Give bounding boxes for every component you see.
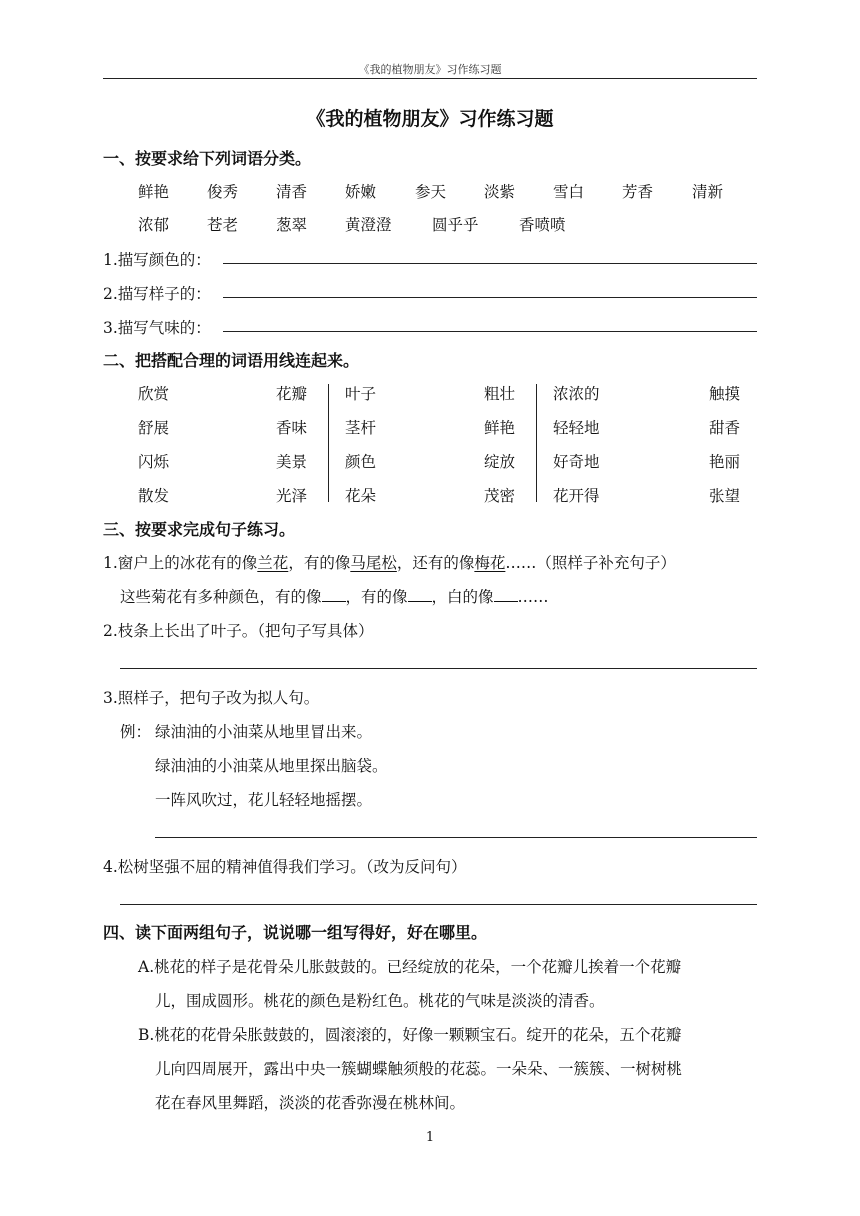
passage-a-line-2: 儿，围成圆形。桃花的颜色是粉红色。桃花的气味是淡淡的清香。 [155,992,605,1010]
running-header: 《我的植物朋友》习作练习题 [358,63,502,76]
word: 鲜艳 [138,183,170,201]
answer-line-q2[interactable] [120,668,757,669]
column-divider [328,384,329,502]
example-label: 例： [120,723,152,741]
word: 苍老 [207,216,239,234]
word: 参天 [415,183,447,201]
match-left: 欣赏 [138,385,170,403]
match-right: 茂密 [484,487,516,505]
page-number: 1 [425,1130,435,1145]
match-left: 花朵 [345,487,377,505]
word: 葱翠 [276,216,308,234]
task-sentence: 一阵风吹过，花儿轻轻地摇摆。 [155,791,373,809]
section-2-heading: 二、把搭配合理的词语用线连起来。 [103,351,360,370]
answer-line-q3[interactable] [155,837,757,838]
header-rule [103,78,757,79]
question-smell: 3.描写气味的： [103,319,211,337]
match-right: 绽放 [484,453,516,471]
word: 芳香 [622,183,654,201]
match-left: 好奇地 [553,453,600,471]
word: 香喷喷 [519,216,566,234]
match-left: 叶子 [345,385,377,403]
match-left: 茎杆 [345,419,377,437]
question-color: 1.描写颜色的： [103,251,211,269]
match-left: 闪烁 [138,453,170,471]
match-right: 艳丽 [709,453,741,471]
word: 俊秀 [207,183,239,201]
page-title: 《我的植物朋友》习作练习题 [306,108,554,130]
match-left: 花开得 [553,487,600,505]
match-left: 颜色 [345,453,377,471]
passage-b-line-2: 儿向四周展开，露出中央一簇蝴蝶触须般的花蕊。一朵朵、一簇簇、一树树桃 [155,1060,683,1078]
match-right: 张望 [709,487,741,505]
sentence-question-2: 2.枝条上长出了叶子。（把句子写具体） [103,622,374,640]
passage-b-line-1: B.桃花的花骨朵胀鼓鼓的，圆滚滚的，好像一颗颗宝石。绽开的花朵，五个花瓣 [138,1026,682,1044]
sentence-question-3: 3.照样子，把句子改为拟人句。 [103,689,320,707]
sentence-question-4: 4.松树坚强不屈的精神值得我们学习。（改为反问句） [103,858,467,876]
word: 雪白 [553,183,585,201]
word: 淡紫 [484,183,516,201]
word: 黄澄澄 [345,216,392,234]
example-sentence-rewritten: 绿油油的小油菜从地里探出脑袋。 [155,757,388,775]
match-left: 散发 [138,487,170,505]
answer-line-color[interactable] [223,263,757,264]
word: 清香 [276,183,308,201]
answer-line-q4[interactable] [120,904,757,905]
match-right: 粗壮 [484,385,516,403]
section-1-heading: 一、按要求给下列词语分类。 [103,149,312,168]
match-right: 鲜艳 [484,419,516,437]
match-left: 舒展 [138,419,170,437]
match-left: 浓浓的 [553,385,600,403]
example-sentence: 绿油油的小油菜从地里冒出来。 [155,723,373,741]
match-right: 香味 [276,419,308,437]
section-4-heading: 四、读下面两组句子，说说哪一组写得好，好在哪里。 [103,923,488,942]
match-right: 花瓣 [276,385,308,403]
match-left: 轻轻地 [553,419,600,437]
match-right: 光泽 [276,487,308,505]
question-shape: 2.描写样子的： [103,285,211,303]
match-right: 美景 [276,453,308,471]
blank-field[interactable] [494,587,518,602]
match-right: 甜香 [709,419,741,437]
passage-a-line-1: A.桃花的样子是花骨朵儿胀鼓鼓的。已经绽放的花朵，一个花瓣儿挨着一个花瓣 [138,958,682,976]
sentence-fill-line: 这些菊花有多种颜色，有的像 ，有的像 ，白的像 …… [120,588,549,606]
match-right: 触摸 [709,385,741,403]
word: 娇嫩 [345,183,377,201]
word: 清新 [692,183,724,201]
passage-b-line-3: 花在春风里舞蹈，淡淡的花香弥漫在桃林间。 [155,1094,466,1112]
word: 浓郁 [138,216,170,234]
blank-field[interactable] [408,587,432,602]
answer-line-smell[interactable] [223,331,757,332]
column-divider [536,384,537,502]
section-3-heading: 三、按要求完成句子练习。 [103,520,296,539]
word: 圆乎乎 [432,216,479,234]
blank-field[interactable] [322,587,346,602]
sentence-question-1: 1.窗户上的冰花有的像兰花，有的像马尾松，还有的像梅花……（照样子补充句子） [103,554,676,572]
answer-line-shape[interactable] [223,297,757,298]
